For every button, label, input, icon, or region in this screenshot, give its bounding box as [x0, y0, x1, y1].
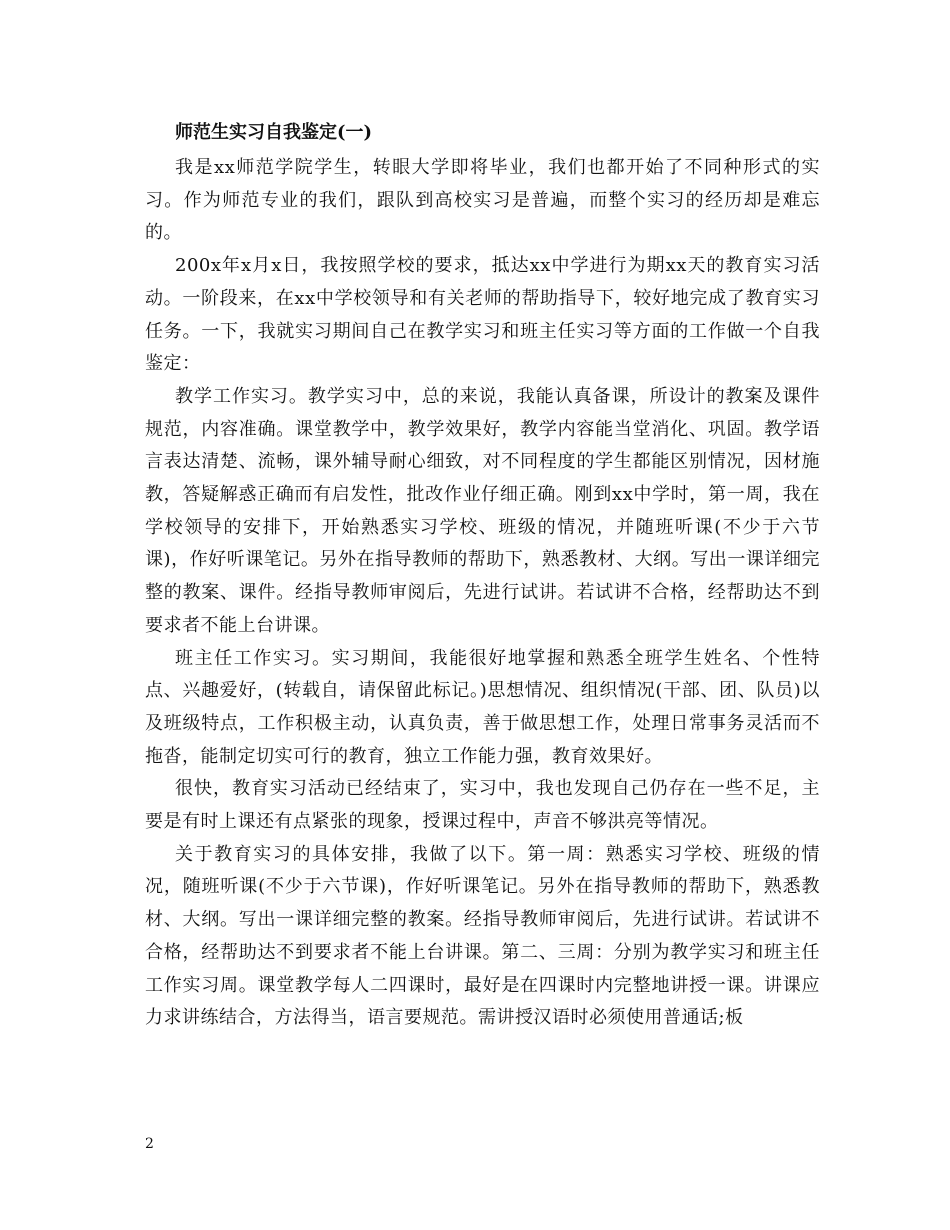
page-number: 2 [145, 1136, 154, 1152]
paragraph: 200x年x月x日，我按照学校的要求，抵达xx中学进行为期xx天的教育实习活动。一阶段来，在xx中学校领导和有关老师的帮助指导下，较好地完成了教育实习任务。一下，我就实习期间自己在教学实习和班主任实习等方面的工作做一个自我鉴定： [145, 255, 820, 375]
paragraph: 班主任工作实习。实习期间，我能很好地掌握和熟悉全班学生姓名、个性特点、兴趣爱好，(转载自，请保留此标记。)思想情况、组织情况(干部、团、队员)以及班级特点，工作积极主动，认真负责，善于做思想工作，处理日常事务灵活而不拖沓，能制定切实可行的教育，独立工作能力强，教育效果好。 [145, 647, 820, 767]
paragraph: 很快，教育实习活动已经结束了，实习中，我也发现自己仍存在一些不足，主要是有时上课还有点紧张的现象，授课过程中，声音不够洪亮等情况。 [145, 778, 820, 833]
paragraph: 关于教育实习的具体安排，我做了以下。第一周：熟悉实习学校、班级的情况，随班听课(不少于六节课)，作好听课笔记。另外在指导教师的帮助下，熟悉教材、大纲。写出一课详细完整的教案。经指导教师审阅后，先进行试讲。若试讲不合格，经帮助达不到要求者不能上台讲课。第二、三周：分别为教学实习和班主任工作实习周。课堂教学每人二四课时，最好是在四课时内完整地讲授一课。讲课应力求讲练结合，方法得当，语言要规范。需讲授汉语时必须使用普通话;板 [145, 843, 820, 1029]
document-body [145, 152, 820, 1035]
paragraph: 教学工作实习。教学实习中，总的来说，我能认真备课，所设计的教案及课件规范，内容准确。课堂教学中，教学效果好，教学内容能当堂消化、巩固。教学语言表达清楚、流畅，课外辅导耐心细致，对不同程度的学生都能区别情况，因材施教，答疑解惑正确而有启发性，批改作业仔细正确。刚到xx中学时，第一周，我在学校领导的安排下，开始熟悉实习学校、班级的情况，并随班听课(不少于六节课)，作好听课笔记。另外在指导教师的帮助下，熟悉教材、大纲。写出一课详细完整的教案、课件。经指导教师审阅后，先进行试讲。若试讲不合格，经帮助达不到要求者不能上台讲课。 [145, 385, 820, 636]
paragraph: 我是xx师范学院学生，转眼大学即将毕业，我们也都开始了不同种形式的实习。作为师范专业的我们，跟队到高校实习是普遍，而整个实习的经历却是难忘的。 [145, 157, 820, 244]
document-title: 师范生实习自我鉴定(一) [175, 122, 373, 143]
